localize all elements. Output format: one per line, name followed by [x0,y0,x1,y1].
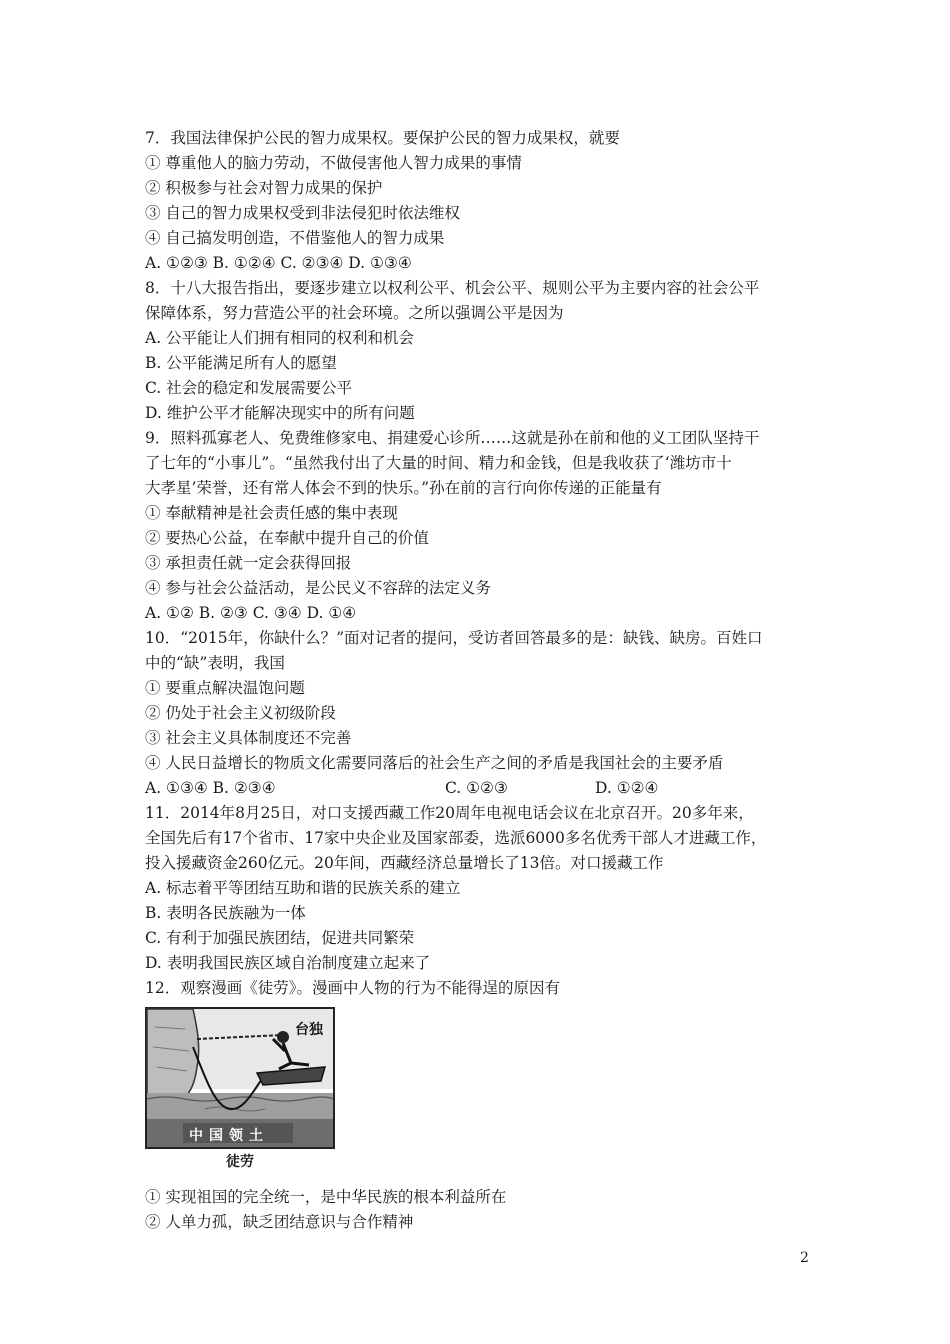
q11-stem-line-1: 11．2014年8月25日，对口支援西藏工作20周年电视电话会议在北京召开。20多年来， [145,804,754,822]
q10-options-ab: A. ①③④ B. ②③④ [145,779,276,797]
q11-option-b: B. 表明各民族融为一体 [145,904,306,922]
q11-option-c: C. 有利于加强民族团结，促进共同繁荣 [145,929,415,947]
q12-stem: 12．观察漫画《徒劳》。漫画中人物的行为不能得逞的原因有 [145,979,560,997]
q12-item-2: ② 人单力孤，缺乏团结意识与合作精神 [145,1213,414,1231]
page-number: 2 [800,1250,809,1266]
q10-item-3: ③ 社会主义具体制度还不完善 [145,729,352,747]
q8-stem-line-2: 保障体系，努力营造公平的社会环境。之所以强调公平是因为 [145,304,564,322]
q7-item-1: ① 尊重他人的脑力劳动，不做侵害他人智力成果的事情 [145,154,522,172]
q11-stem-line-3: 投入援藏资金260亿元。20年间，西藏经济总量增长了13倍。对口援藏工作 [145,854,664,872]
q10-options [145,776,825,801]
cartoon-label-land: 中国领土 [189,1128,269,1144]
q7-item-3: ③ 自己的智力成果权受到非法侵犯时依法维权 [145,204,460,222]
q12-item-1: ① 实现祖国的完全统一，是中华民族的根本利益所在 [145,1188,507,1206]
q7-item-2: ② 积极参与社会对智力成果的保护 [145,179,383,197]
q11-stem-line-2: 全国先后有17个省市、17家中央企业及国家部委，选派6000多名优秀干部人才进藏工作， [145,829,767,847]
q8-stem-line-1: 8．十八大报告指出，要逐步建立以权利公平、机会公平、规则公平为主要内容的社会公平 [145,279,760,297]
q11-option-a: A. 标志着平等团结互助和谐的民族关系的建立 [145,879,461,897]
q9-stem-line-1: 9．照料孤寡老人、免费维修家电、捐建爱心诊所……这就是孙在前和他的义工团队坚持干 [145,429,760,447]
q11-option-d: D. 表明我国民族区域自治制度建立起来了 [145,954,431,972]
q7-stem: 7．我国法律保护公民的智力成果权。要保护公民的智力成果权，就要 [145,129,620,147]
q8-option-a: A. 公平能让人们拥有相同的权利和机会 [145,329,415,347]
question-content [145,126,825,1235]
q9-item-2: ② 要热心公益，在奉献中提升自己的价值 [145,529,429,547]
q9-stem-line-3: 大孝星’荣誉，还有常人体会不到的快乐。”孙在前的言行向你传递的正能量有 [145,479,662,497]
q9-item-1: ① 奉献精神是社会责任感的集中表现 [145,504,398,522]
q9-options: A. ①② B. ②③ C. ③④ D. ①④ [145,604,357,622]
q10-item-1: ① 要重点解决温饱问题 [145,679,305,697]
q10-stem-line-1: 10．“2015年，你缺什么？”面对记者的提问，受访者回答最多的是：缺钱、缺房。百姓口 [145,629,763,647]
q10-option-d: D. ①②④ [595,779,659,797]
q8-option-b: B. 公平能满足所有人的愿望 [145,354,337,372]
q9-item-4: ④ 参与社会公益活动，是公民义不容辞的法定义务 [145,579,491,597]
q10-item-4: ④ 人民日益增长的物质文化需要同落后的社会生产之间的矛盾是我国社会的主要矛盾 [145,754,724,772]
q10-option-c: C. ①②③ [445,779,508,797]
q8-option-d: D. 维护公平才能解决现实中的所有问题 [145,404,415,422]
cartoon-label-taidu: 台独 [295,1022,323,1038]
q8-option-c: C. 社会的稳定和发展需要公平 [145,379,353,397]
q7-item-4: ④ 自己搞发明创造，不借鉴他人的智力成果 [145,229,445,247]
q7-options: A. ①②③ B. ①②④ C. ②③④ D. ①③④ [145,254,412,272]
cartoon-caption: 徒劳 [226,1154,254,1170]
q10-item-2: ② 仍处于社会主义初级阶段 [145,704,336,722]
cartoon-figure [145,1007,335,1171]
q9-stem-line-2: 了七年的“小事儿”。“虽然我付出了大量的时间、精力和金钱，但是我收获了‘潍坊市十 [145,454,732,472]
q10-stem-line-2: 中的“缺”表明，我国 [145,654,285,672]
q9-item-3: ③ 承担责任就一定会获得回报 [145,554,352,572]
